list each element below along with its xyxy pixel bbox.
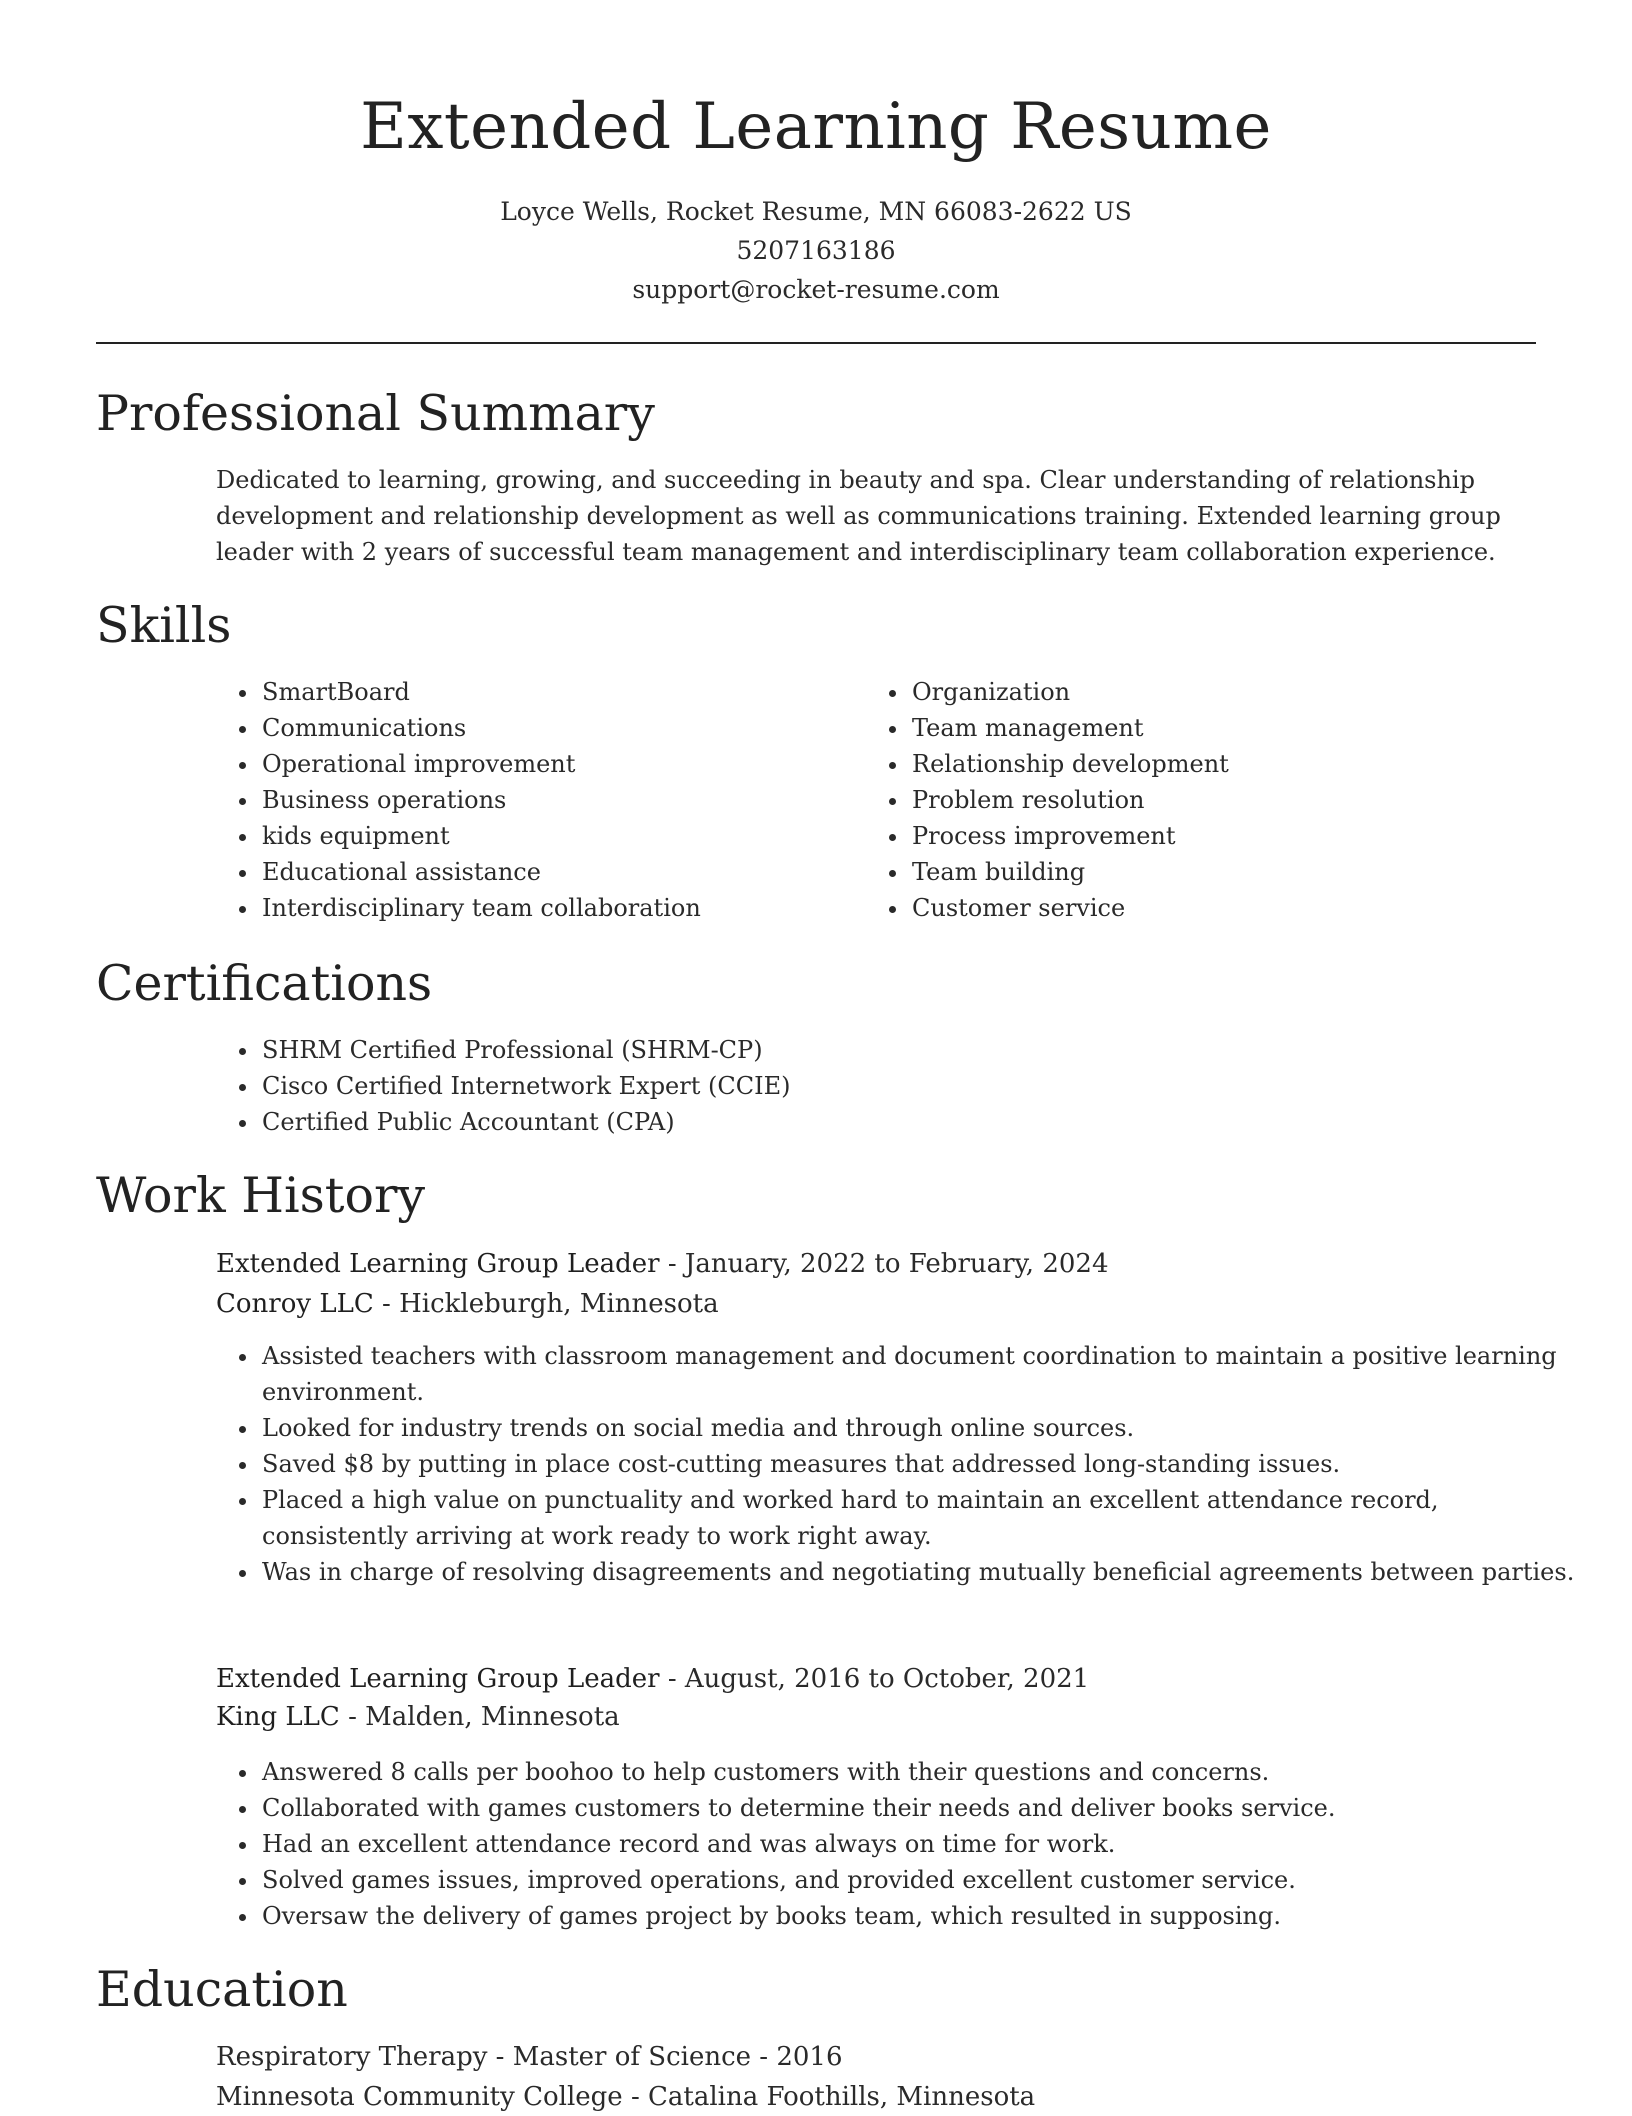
job-2-dates: - August, 2016 to October, 2021 — [659, 1664, 1090, 1694]
job-2-title: Extended Learning Group Leader — [216, 1664, 660, 1694]
job-1-location: - Hickleburgh, Minnesota — [373, 1289, 719, 1319]
certification-item: • SHRM Certified Professional (SHRM-CP) — [260, 1032, 1580, 1068]
job-bullet: • Was in charge of resolving disagreements and negotiating mutually beneficial agreements between parties. — [260, 1554, 1580, 1590]
summary-text: Dedicated to learning, growing, and succeeding in beauty and spa. Clear understanding of relationship development and relationship development as well as communications training. Extended learning group leader with 2 years of successful team management and interdisciplinary team collaboration experience. — [216, 466, 1501, 566]
skill-item: • Relationship development — [910, 746, 1510, 782]
skill-item: • Customer service — [910, 890, 1510, 926]
education-degree: Respiratory Therapy - Master of Science - 2016 — [216, 2042, 843, 2072]
job-1-dates: - January, 2022 to February, 2024 — [659, 1249, 1109, 1279]
header-divider — [96, 342, 1536, 344]
skill-item: • Business operations — [260, 782, 820, 818]
summary-heading: Professional Summary — [96, 385, 655, 442]
job-bullet: • Assisted teachers with classroom management and document coordination to maintain a positive learning environment. — [260, 1338, 1580, 1410]
resume-header — [96, 86, 1536, 309]
skill-item: • Problem resolution — [910, 782, 1510, 818]
job-1-company: Conroy LLC — [216, 1289, 374, 1319]
job-1-bullets — [216, 1338, 1580, 1590]
skills-heading: Skills — [96, 597, 232, 654]
job-bullet: • Placed a high value on punctuality and worked hard to maintain an excellent attendance record, consistently arriving at work ready to work right away. — [260, 1482, 1580, 1554]
job-bullet: • Solved games issues, improved operations, and provided excellent customer service. — [260, 1862, 1580, 1898]
skill-item: • Team building — [910, 854, 1510, 890]
job-bullet: • Answered 8 calls per boohoo to help customers with their questions and concerns. — [260, 1754, 1580, 1790]
certifications-list — [216, 1032, 1580, 1140]
education-school: Minnesota Community College - Catalina Foothills, Minnesota — [216, 2082, 1036, 2112]
skills-list-left — [216, 674, 820, 926]
contact-address: Loyce Wells, Rocket Resume, MN 66083-2622 US — [500, 197, 1132, 226]
work-history-heading: Work History — [96, 1167, 426, 1224]
job-bullet: • Saved $8 by putting in place cost-cutting measures that addressed long-standing issues. — [260, 1446, 1580, 1482]
skill-item: • kids equipment — [260, 818, 820, 854]
job-2-company-line — [216, 1698, 1536, 1736]
certification-item: • Cisco Certified Internetwork Expert (CCIE) — [260, 1068, 1580, 1104]
skill-item: • Educational assistance — [260, 854, 820, 890]
education-heading: Education — [96, 1961, 348, 2018]
skill-item: • Communications — [260, 710, 820, 746]
job-2-title-line — [216, 1660, 1536, 1698]
certification-item: • Certified Public Accountant (CPA) — [260, 1104, 1580, 1140]
skill-item: • SmartBoard — [260, 674, 820, 710]
certifications-heading: Certifications — [96, 955, 433, 1012]
skill-item: • Organization — [910, 674, 1510, 710]
skill-item: • Process improvement — [910, 818, 1510, 854]
skill-item: • Operational improvement — [260, 746, 820, 782]
skill-item: • Team management — [910, 710, 1510, 746]
job-1-title-line — [216, 1245, 1536, 1283]
job-bullet: • Had an excellent attendance record and was always on time for work. — [260, 1826, 1580, 1862]
job-bullet: • Collaborated with games customers to determine their needs and deliver books service. — [260, 1790, 1580, 1826]
resume-title: Extended Learning Resume — [360, 90, 1272, 164]
job-bullet: • Looked for industry trends on social media and through online sources. — [260, 1410, 1580, 1446]
contact-email: support@rocket-resume.com — [632, 275, 1000, 304]
job-bullet: • Oversaw the delivery of games project by books team, which resulted in supposing. — [260, 1898, 1580, 1934]
contact-block — [96, 192, 1536, 309]
job-2-location: - Malden, Minnesota — [339, 1702, 620, 1732]
skills-list-right — [866, 674, 1510, 926]
contact-phone: 5207163186 — [736, 236, 896, 265]
job-2-bullets — [216, 1754, 1580, 1934]
job-1-title: Extended Learning Group Leader — [216, 1249, 660, 1279]
job-1-company-line — [216, 1285, 1536, 1323]
skill-item: • Interdisciplinary team collaboration — [260, 890, 820, 926]
job-2-company: King LLC — [216, 1702, 340, 1732]
